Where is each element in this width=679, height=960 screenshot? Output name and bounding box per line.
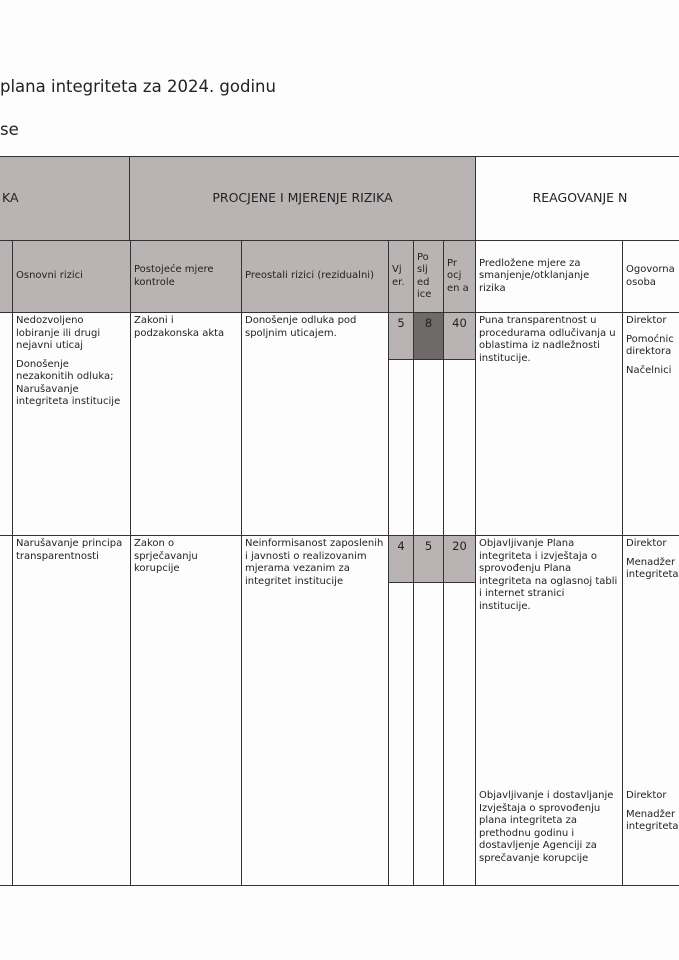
row-2-controls: Zakon o sprječavanju korupcije [130,535,242,886]
row-1-controls: Zakoni i podzakonska akta [130,312,242,536]
row-2-responsible [622,535,679,886]
document-title: plana integriteta za 2024. godinu [0,77,276,96]
responsible-text: Menadžer integriteta [626,808,679,832]
row-1-measures: Puna transparentnost u procedurama odlučivanja u oblastima iz nadležnosti institucije. [475,312,623,536]
col-header-risks: Osnovni rizici [12,240,131,313]
section-heading: se [0,120,19,139]
measure-text: Objavljivanje Plana integriteta i izvještaja o sprovođenju Plana integriteta na oglasnoj tabli i internet stranici institucije. [479,538,618,612]
row-2-score-col [443,535,476,886]
row-1-responsible [622,312,679,536]
col-header-controls: Postojeće mjere kontrole [130,240,242,313]
risk-text: Nedozvoljeno lobiranje ili drugi nejavni uticaj [16,315,101,351]
row-2-score-col [413,535,444,886]
responsible-text: Načelnici [626,364,672,376]
row-2-likelihood: 4 [388,535,414,583]
row-2-score-col [388,535,414,886]
row-1-likelihood: 5 [388,312,414,360]
row-1-consequence: 8 [413,312,444,360]
row-1-risks [12,312,131,536]
col-header-likelihood: Vj er. [388,240,414,313]
risk-text: Donošenje nezakonitih odluka; Narušavanje integriteta institucije [16,358,121,407]
col-header-assessment: Pr ocj en a [443,240,476,313]
col-header-residual: Preostali rizici (rezidualni) [241,240,389,313]
col-header-consequence: Po slj ed ice [413,240,444,313]
col-header-responsible: Ogovorna osoba [622,240,679,313]
row-2-measures [475,535,623,886]
header-group-identification: KA [0,156,130,241]
col-header-measures: Predložene mjere za smanjenje/otklanjanje rizika [475,240,623,313]
responsible-text: Pomoćnic direktora [626,333,674,357]
header-group-response: REAGOVANJE N [475,156,679,241]
row-2-consequence: 5 [413,535,444,583]
row-2-residual: Neinformisanost zaposlenih i javnosti o realizovanim mjerama vezanim za integritet institucije [241,535,389,886]
row-2-risks: Narušavanje principa transparentnosti [12,535,131,886]
row-1-residual: Donošenje odluka pod spoljnim uticajem. [241,312,389,536]
responsible-text: Direktor [626,538,667,549]
header-group-assessment: PROCJENE I MJERENJE RIZIKA [129,156,476,241]
row-2-assessment: 20 [443,535,476,583]
row-1-assessment: 40 [443,312,476,360]
responsible-text: Direktor [626,315,667,326]
responsible-text: Direktor [626,790,667,801]
measure-text: Objavljivanje i dostavljanje Izvještaja o sprovođenju plana integriteta za prethodnu godinu i dostavljenje Agenciji za sprečavanje korupcije [479,790,614,864]
responsible-text: Menadžer integriteta [626,556,679,580]
